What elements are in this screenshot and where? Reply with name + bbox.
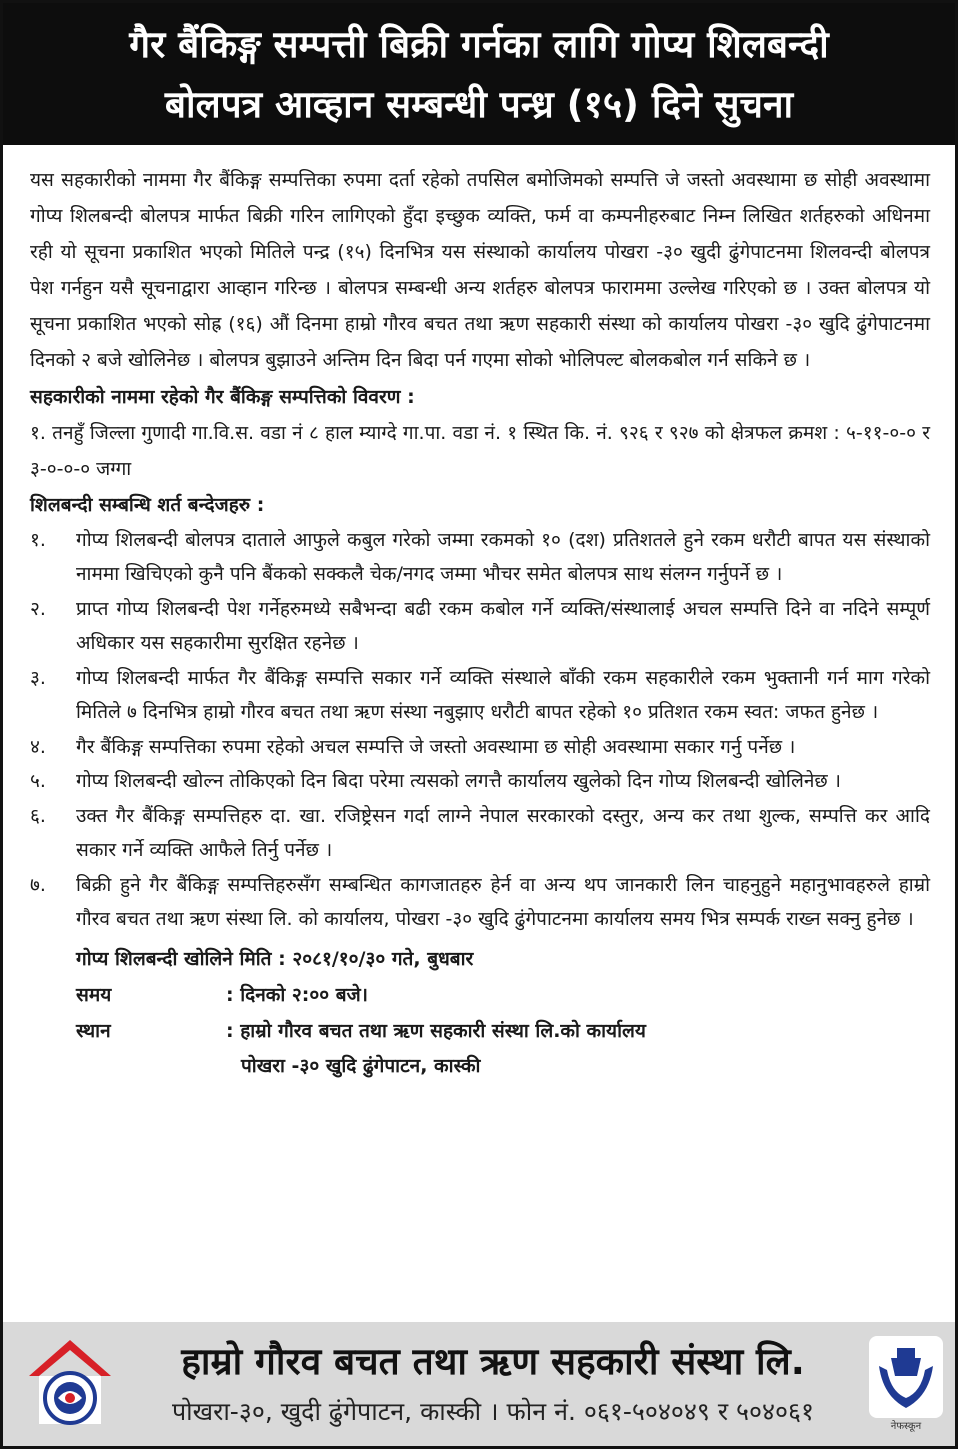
opening-time-label: समय — [76, 983, 112, 1006]
opening-place-value: : हाम्रो गौरव बचत तथा ऋण सहकारी संस्था लि.को कार्यालय — [226, 1019, 646, 1042]
opening-place-label: स्थान — [76, 1019, 111, 1042]
condition-number: २. — [30, 597, 46, 620]
condition-item — [30, 661, 930, 730]
notice-footer — [3, 1322, 955, 1446]
opening-time-row — [76, 977, 930, 1013]
notice-header — [3, 3, 955, 145]
property-heading: सहकारीको नाममा रहेको गैर बैंकिङ्ग सम्पत्तिको विवरण : — [30, 385, 415, 408]
header-title-line-2: बोलपत्र आव्हान सम्बन्धी पन्ध्र (१५) दिने सुचना — [164, 83, 794, 126]
conditions-list — [30, 523, 930, 937]
condition-text: गोप्य शिलबन्दी खोल्न तोकिएको दिन बिदा परेमा त्यसको लगत्तै कार्यालय खुलेको दिन गोप्य शिलबन्दी खोलिनेछ । — [76, 770, 841, 793]
condition-text: उक्त गैर बैंकिङ्ग सम्पत्तिहरु दा. खा. रजिष्ट्रेसन गर्दा लाग्ने नेपाल सरकारको दस्तुर, अन्य कर तथा शुल्क, सम्पत्ति कर आदि सकार गर्ने व्यक्ति आफैले तिर्नु पर्नेछ । — [76, 804, 930, 862]
nefscun-caption: नेफस्कून — [890, 1421, 922, 1432]
condition-item — [30, 523, 930, 592]
hands-emblem-icon — [869, 1336, 943, 1418]
opening-details — [76, 941, 930, 1083]
nefscun-logo-icon — [869, 1336, 943, 1418]
condition-number: ७. — [30, 873, 46, 896]
opening-place-row — [76, 1013, 930, 1049]
condition-item — [30, 592, 930, 661]
opening-date: गोप्य शिलबन्दी खोलिने मिति : २०८१/१०/३० गते, बुधबार — [76, 947, 474, 970]
cooperative-logo-icon — [25, 1336, 115, 1432]
condition-text: प्राप्त गोप्य शिलबन्दी पेश गर्नेहरुमध्ये सबैभन्दा बढी रकम कबोल गर्ने व्यक्ति/संस्थालाई अचल सम्पत्ति दिने वा नदिने सम्पूर्ण अधिकार यस सहकारीमा सुरक्षित रहनेछ । — [76, 597, 930, 655]
intro-paragraph: यस सहकारीको नाममा गैर बैंकिङ्ग सम्पत्तिका रुपमा दर्ता रहेको तपसिल बमोजिमको सम्पत्ति जे जस्तो अवस्थामा छ सोही अवस्थामा गोप्य शिलबन्दी बोलपत्र मार्फत बिक्री गरिन लागिएको हुँदा इच्छुक व्यक्ति, फर्म वा कम्पनीहरुबाट निम्न लिखित शर्तहरुको अधिनमा रही यो सूचना प्रकाशित भएको मितिले पन्द्र (१५) दिनभित्र यस संस्थाको कार्यालय पोखरा -३० खुदी ढुंगेपाटनमा शिलवन्दी बोलपत्र पेश गर्नहुन यसै सूचनाद्वारा आव्हान गरिन्छ । बोलपत्र सम्बन्धी अन्य शर्तहरु बोलपत्र फाराममा उल्लेख गरिएको छ । उक्त बोलपत्र यो सूचना प्रकाशित भएको सोह्र (१६) औं दिनमा हाम्रो गौरव बचत तथा ऋण सहकारी संस्था को कार्यालय पोखरा -३० खुदि ढुंगेपाटनमा दिनको २ बजे खोलिनेछ । बोलपत्र बुझाउने अन्तिम दिन बिदा पर्न गएमा सोको भोलिपल्ट बोलकबोल गर्न सकिने छ । — [30, 169, 930, 372]
condition-text: गोप्य शिलबन्दी मार्फत गैर बैंकिङ्ग सम्पत्ति सकार गर्ने व्यक्ति संस्थाले बाँकी रकम सहकारीले रकम भुक्तानी गर्न माग गरेको मितिले ७ दिनभित्र हाम्रो गौरव बचत तथा ऋण संस्था नबुझाए धरौटी बापत रहेको १० प्रतिशत रकम स्वत: जफत हुनेछ । — [76, 666, 930, 724]
condition-text: गैर बैंकिङ्ग सम्पत्तिका रुपमा रहेको अचल सम्पत्ति जे जस्तो अवस्थामा छ सोही अवस्थामा सकार गर्नु पर्नेछ । — [76, 735, 796, 758]
property-item: १. तनहुँ जिल्ला गुणादी गा.वि.स. वडा नं ८ हाल म्याग्दे गा.पा. वडा नं. १ स्थित कि. नं. ९२६ र ९२७ को क्षेत्रफल क्रमश : ५-११-०-० र ३-०-०-० जग्गा — [30, 421, 930, 480]
header-title-line-1: गैर बैंकिङ्ग सम्पत्ती बिक्री गर्नका लागि गोप्य शिलबन्दी — [129, 23, 829, 66]
organization-name: हाम्रो गौरव बचत तथा ऋण सहकारी संस्था लि. — [181, 1340, 805, 1383]
condition-item — [30, 799, 930, 868]
condition-number: ४. — [30, 735, 46, 758]
condition-number: ६. — [30, 804, 46, 827]
condition-text: गोप्य शिलबन्दी बोलपत्र दाताले आफुले कबुल गरेको जम्मा रकमको १० (दश) प्रतिशतले हुने रकम धरौटी बापत यस संस्थाको नाममा खिचिएको कुनै पनि बैंकको सक्कलै चेक/नगद जम्मा भौचर समेत बोलपत्र साथ संलग्न गर्नुपर्ने छ । — [76, 528, 930, 586]
condition-number: ५. — [30, 770, 46, 793]
condition-item — [30, 730, 930, 765]
condition-number: ३. — [30, 666, 46, 689]
notice-body — [30, 162, 930, 1083]
opening-place-value-2: पोखरा -३० खुदि ढुंगेपाटन, कास्की — [241, 1054, 481, 1077]
condition-text: बिक्री हुने गैर बैंकिङ्ग सम्पत्तिहरुसँग सम्बन्धित कागजातहरु हेर्न वा अन्य थप जानकारी लिन चाहनुहुने महानुभावहरुले हाम्रो गौरव बचत तथा ऋण संस्था लि. को कार्यालय, पोखरा -३० खुदि ढुंगेपाटनमा कार्यालय समय भित्र सम्पर्क राख्न सक्नु हुनेछ । — [76, 873, 930, 931]
condition-item — [30, 764, 930, 799]
condition-item — [30, 868, 930, 937]
condition-number: १. — [30, 528, 46, 551]
opening-time-value: : दिनको २:०० बजे। — [226, 983, 368, 1006]
organization-address: पोखरा-३०, खुदी ढुंगेपाटन, कास्की । फोन नं. ०६१-५०४०४९ र ५०४०६१ — [171, 1397, 814, 1426]
conditions-heading: शिलबन्दी सम्बन्धि शर्त बन्देजहरु : — [30, 493, 265, 516]
